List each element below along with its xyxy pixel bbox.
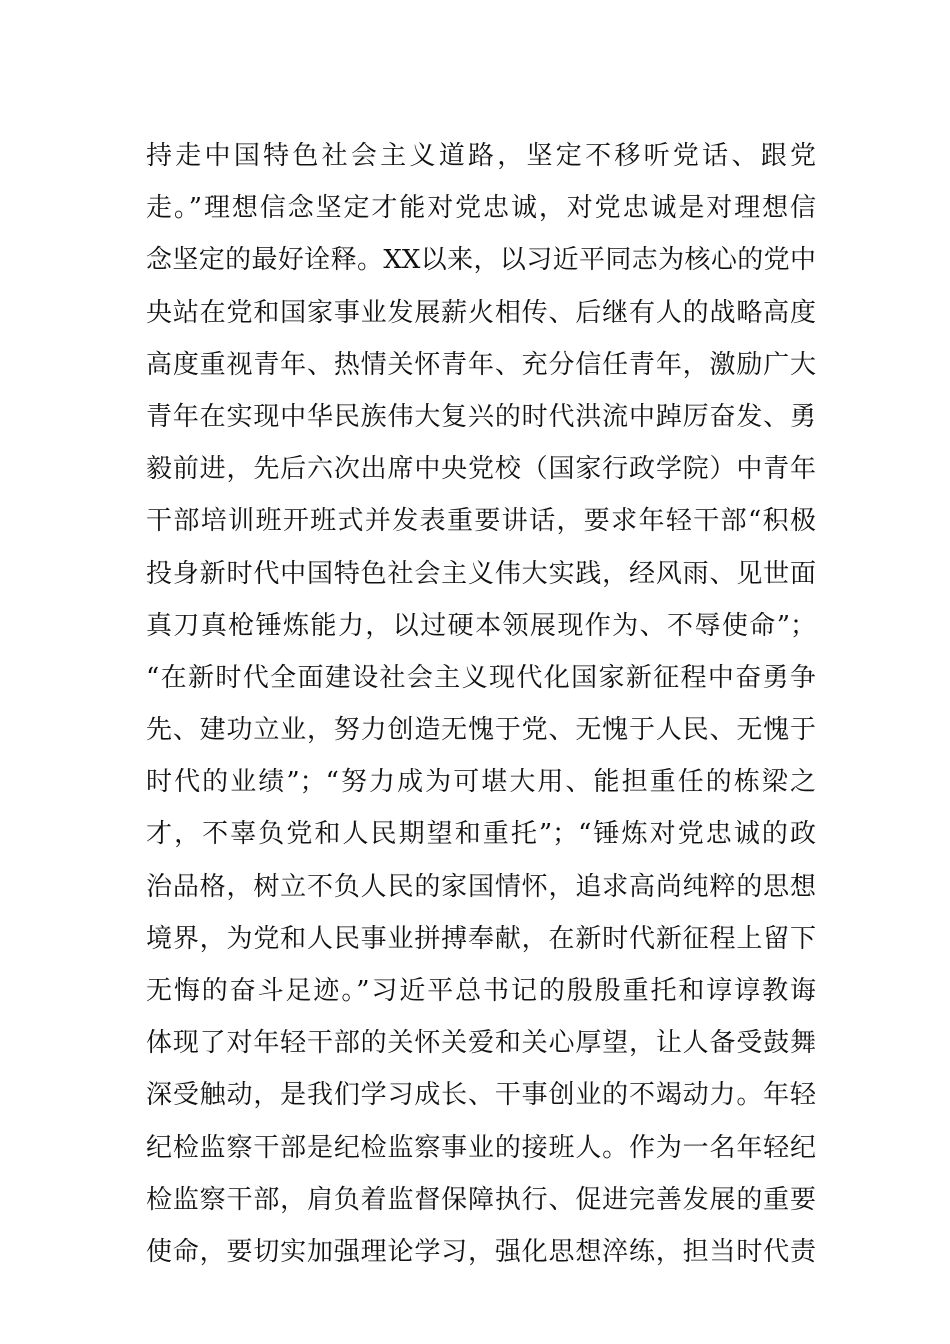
- body-paragraph: [146, 130, 816, 1278]
- text-line: 高度重视青年、热情关怀青年、充分信任青年，激励广大: [146, 349, 816, 380]
- text-line: 走。”理想信念坚定才能对党忠诚，对党忠诚是对理想信: [146, 193, 816, 224]
- text-line: 治品格，树立不负人民的家国情怀，追求高尚纯粹的思想: [146, 871, 816, 902]
- text-line: 境界，为党和人民事业拼搏奉献，在新时代新征程上留下: [146, 923, 816, 954]
- text-line: 投身新时代中国特色社会主义伟大实践，经风雨、见世面: [146, 558, 816, 589]
- text-line: 真刀真枪锤炼能力，以过硬本领展现作为、不辱使命”；: [146, 610, 816, 641]
- text-line: 纪检监察干部是纪检监察事业的接班人。作为一名年轻纪: [146, 1132, 816, 1163]
- text-line: 念坚定的最好诠释。XX以来，以习近平同志为核心的党中: [146, 245, 816, 276]
- text-line: 无悔的奋斗足迹。”习近平总书记的殷殷重托和谆谆教诲: [146, 976, 816, 1006]
- text-line: 时代的业绩”；“努力成为可堪大用、能担重任的栋梁之: [146, 767, 816, 798]
- text-line: “在新时代全面建设社会主义现代化国家新征程中奋勇争: [146, 662, 816, 693]
- text-line: 深受触动，是我们学习成长、干事创业的不竭动力。年轻: [146, 1080, 816, 1111]
- text-line: 检监察干部，肩负着监督保障执行、促进完善发展的重要: [146, 1184, 816, 1215]
- text-line: 干部培训班开班式并发表重要讲话，要求年轻干部“积极: [146, 506, 816, 537]
- text-line: 央站在党和国家事业发展薪火相传、后继有人的战略高度: [146, 297, 816, 328]
- text-line: 体现了对年轻干部的关怀关爱和关心厚望，让人备受鼓舞: [146, 1028, 816, 1059]
- text-line: 青年在实现中华民族伟大复兴的时代洪流中踔厉奋发、勇: [146, 401, 816, 432]
- text-line: 持走中国特色社会主义道路，坚定不移听党话、跟党: [146, 141, 816, 171]
- text-line: 毅前进，先后六次出席中央党校（国家行政学院）中青年: [146, 454, 816, 485]
- text-line: 先、建功立业，努力创造无愧于党、无愧于人民、无愧于: [146, 715, 816, 746]
- text-line: 使命，要切实加强理论学习，强化思想淬练，担当时代责: [146, 1236, 816, 1267]
- text-line: 才，不辜负党和人民期望和重托”；“锤炼对党忠诚的政: [146, 819, 816, 850]
